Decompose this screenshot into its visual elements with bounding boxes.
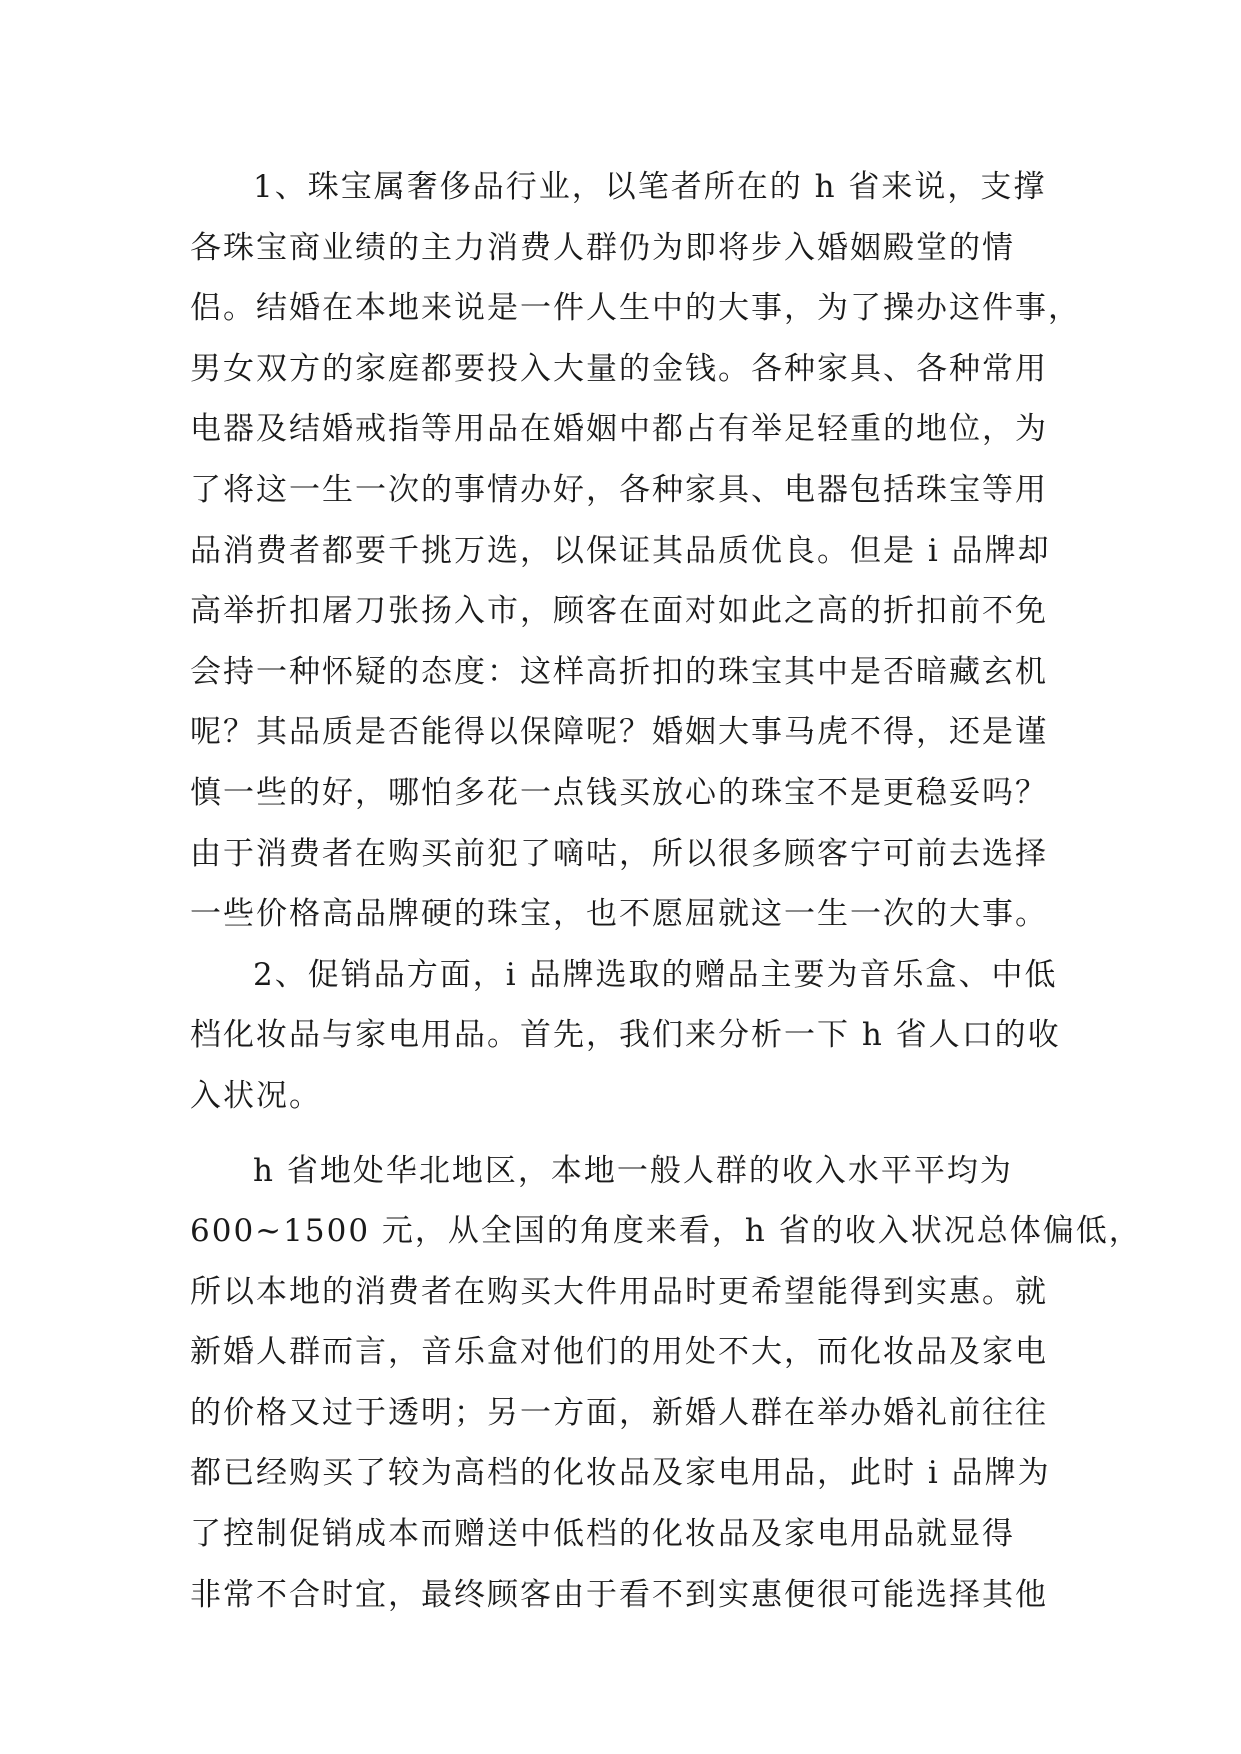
paragraph-3-line-7: 了控制促销成本而赠送中低档的化妆品及家电用品就显得 xyxy=(190,1516,1015,1553)
paragraph-3-line-2: 600~1500 元，从全国的角度来看，h 省的收入状况总体偏低， xyxy=(190,1213,1142,1250)
document-body xyxy=(190,157,1142,1625)
paragraph-3-line-1: h 省地处华北地区，本地一般人群的收入水平平均为 xyxy=(253,1152,1013,1189)
paragraph-1-line-11: 慎一些的好，哪怕多花一点钱买放心的珠宝不是更稳妥吗？ xyxy=(190,774,1048,811)
paragraph-1-line-13: 一些价格高品牌硬的珠宝，也不愿屈就这一生一次的大事。 xyxy=(190,896,1048,933)
paragraph-3-line-4: 新婚人群而言，音乐盒对他们的用处不大，而化妆品及家电 xyxy=(190,1334,1048,1371)
paragraph-3-line-5: 的价格又过于透明；另一方面，新婚人群在举办婚礼前往往 xyxy=(190,1394,1048,1431)
paragraph-1-line-8: 高举折扣屠刀张扬入市，顾客在面对如此之高的折扣前不免 xyxy=(190,593,1048,630)
paragraph-1-line-7: 品消费者都要千挑万选，以保证其品质优良。但是 i 品牌却 xyxy=(190,532,1051,569)
paragraph-3-line-3: 所以本地的消费者在购买大件用品时更希望能得到实惠。就 xyxy=(190,1273,1048,1310)
paragraph-3-line-8: 非常不合时宜，最终顾客由于看不到实惠便很可能选择其他 xyxy=(190,1576,1048,1613)
paragraph-2-line-3: 入状况。 xyxy=(190,1077,322,1114)
paragraph-2-line-2: 档化妆品与家电用品。首先，我们来分析一下 h 省人口的收 xyxy=(190,1017,1061,1054)
paragraph-1-line-3: 侣。结婚在本地来说是一件人生中的大事，为了操办这件事， xyxy=(190,290,1081,327)
paragraph-1-line-6: 了将这一生一次的事情办好，各种家具、电器包括珠宝等用 xyxy=(190,471,1048,508)
paragraph-1-line-10: 呢？其品质是否能得以保障呢？婚姻大事马虎不得，还是谨 xyxy=(190,714,1048,751)
paragraph-1-line-1: 1、珠宝属奢侈品行业，以笔者所在的 h 省来说，支撑 xyxy=(253,169,1047,205)
paragraph-1-line-9: 会持一种怀疑的态度：这样高折扣的珠宝其中是否暗藏玄机 xyxy=(190,653,1048,690)
paragraph-2-line-1: 2、促销品方面，i 品牌选取的赠品主要为音乐盒、中低 xyxy=(253,956,1058,993)
paragraph-3-line-6: 都已经购买了较为高档的化妆品及家电用品，此时 i 品牌为 xyxy=(190,1455,1051,1492)
paragraph-1-line-5: 电器及结婚戒指等用品在婚姻中都占有举足轻重的地位，为 xyxy=(190,411,1048,448)
paragraph-1-line-2: 各珠宝商业绩的主力消费人群仍为即将步入婚姻殿堂的情 xyxy=(190,229,1015,266)
paragraph-1-line-12: 由于消费者在购买前犯了嘀咕，所以很多顾客宁可前去选择 xyxy=(190,835,1048,872)
paragraph-1-line-4: 男女双方的家庭都要投入大量的金钱。各种家具、各种常用 xyxy=(190,350,1048,387)
